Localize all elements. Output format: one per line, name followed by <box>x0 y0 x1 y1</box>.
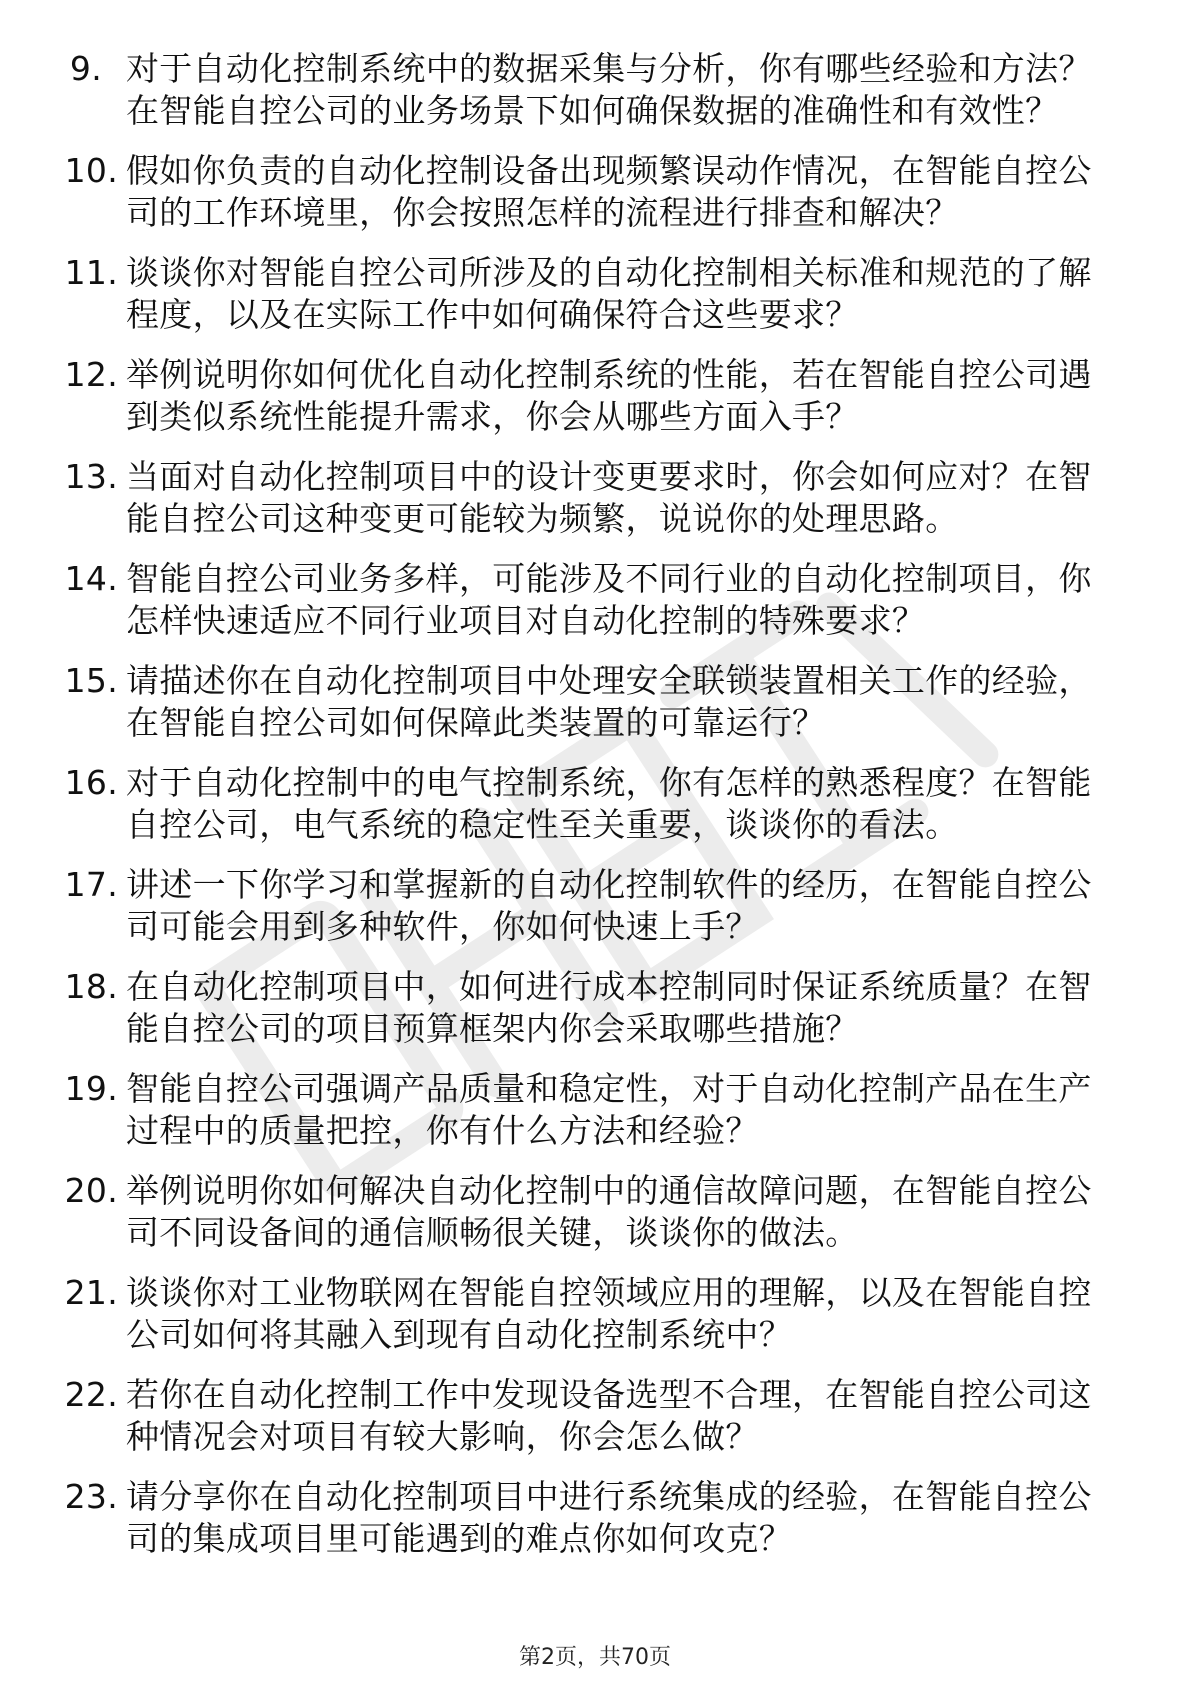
question-text: 谈谈你对智能自控公司所涉及的自动化控制相关标准和规范的了解程度，以及在实际工作中如何确保符合这些要求？ <box>126 253 1092 334</box>
question-text: 对于自动化控制中的电气控制系统，你有怎样的熟悉程度？在智能自控公司，电气系统的稳定性至关重要，谈谈你的看法。 <box>126 763 1092 844</box>
question-item-23 <box>60 1476 1120 1560</box>
question-item-15 <box>60 660 1120 744</box>
question-text: 举例说明你如何优化自动化控制系统的性能，若在智能自控公司遇到类似系统性能提升需求，你会从哪些方面入手？ <box>126 355 1092 436</box>
question-number: 12. <box>64 355 118 394</box>
question-text: 若你在自动化控制工作中发现设备选型不合理，在智能自控公司这种情况会对项目有较大影响，你会怎么做？ <box>126 1375 1092 1456</box>
question-number: 18. <box>64 967 118 1006</box>
question-number: 16. <box>64 763 118 802</box>
question-item-13 <box>60 456 1120 540</box>
question-number: 19. <box>64 1069 118 1108</box>
question-text: 假如你负责的自动化控制设备出现频繁误动作情况，在智能自控公司的工作环境里，你会按照怎样的流程进行排查和解决？ <box>126 151 1092 232</box>
question-text: 当面对自动化控制项目中的设计变更要求时，你会如何应对？在智能自控公司这种变更可能较为频繁，说说你的处理思路。 <box>126 457 1092 538</box>
question-item-10 <box>60 150 1120 234</box>
question-number: 14. <box>64 559 118 598</box>
question-number: 9. <box>69 49 102 88</box>
question-text: 请分享你在自动化控制项目中进行系统集成的经验，在智能自控公司的集成项目里可能遇到的难点你如何攻克？ <box>126 1477 1092 1558</box>
page-footer: 第2页，共70页 <box>519 1645 671 1670</box>
question-number: 13. <box>64 457 118 496</box>
question-text: 举例说明你如何解决自动化控制中的通信故障问题，在智能自控公司不同设备间的通信顺畅很关键，谈谈你的做法。 <box>126 1171 1092 1252</box>
question-item-11 <box>60 252 1120 336</box>
question-number: 11. <box>64 253 118 292</box>
question-list <box>60 48 1120 1578</box>
question-number: 17. <box>64 865 118 904</box>
question-number: 20. <box>64 1171 118 1210</box>
question-text: 智能自控公司强调产品质量和稳定性，对于自动化控制产品在生产过程中的质量把控，你有什么方法和经验？ <box>126 1069 1092 1150</box>
question-number: 23. <box>64 1477 118 1516</box>
question-item-17 <box>60 864 1120 948</box>
question-number: 22. <box>64 1375 118 1414</box>
question-text: 在自动化控制项目中，如何进行成本控制同时保证系统质量？在智能自控公司的项目预算框架内你会采取哪些措施？ <box>126 967 1092 1048</box>
question-text: 讲述一下你学习和掌握新的自动化控制软件的经历，在智能自控公司可能会用到多种软件，你如何快速上手？ <box>126 865 1092 946</box>
question-item-20 <box>60 1170 1120 1254</box>
question-item-14 <box>60 558 1120 642</box>
question-item-22 <box>60 1374 1120 1458</box>
question-number: 10. <box>64 151 118 190</box>
question-text: 智能自控公司业务多样，可能涉及不同行业的自动化控制项目，你怎样快速适应不同行业项目对自动化控制的特殊要求？ <box>126 559 1092 640</box>
question-item-19 <box>60 1068 1120 1152</box>
question-number: 21. <box>64 1273 118 1312</box>
question-item-16 <box>60 762 1120 846</box>
question-text: 谈谈你对工业物联网在智能自控领域应用的理解，以及在智能自控公司如何将其融入到现有自动化控制系统中？ <box>126 1273 1092 1354</box>
question-number: 15. <box>64 661 118 700</box>
question-item-18 <box>60 966 1120 1050</box>
question-item-21 <box>60 1272 1120 1356</box>
question-text: 请描述你在自动化控制项目中处理安全联锁装置相关工作的经验，在智能自控公司如何保障此类装置的可靠运行？ <box>126 661 1092 742</box>
question-text: 对于自动化控制系统中的数据采集与分析，你有哪些经验和方法？在智能自控公司的业务场景下如何确保数据的准确性和有效性？ <box>126 49 1092 130</box>
question-item-9 <box>60 48 1120 132</box>
question-item-12 <box>60 354 1120 438</box>
